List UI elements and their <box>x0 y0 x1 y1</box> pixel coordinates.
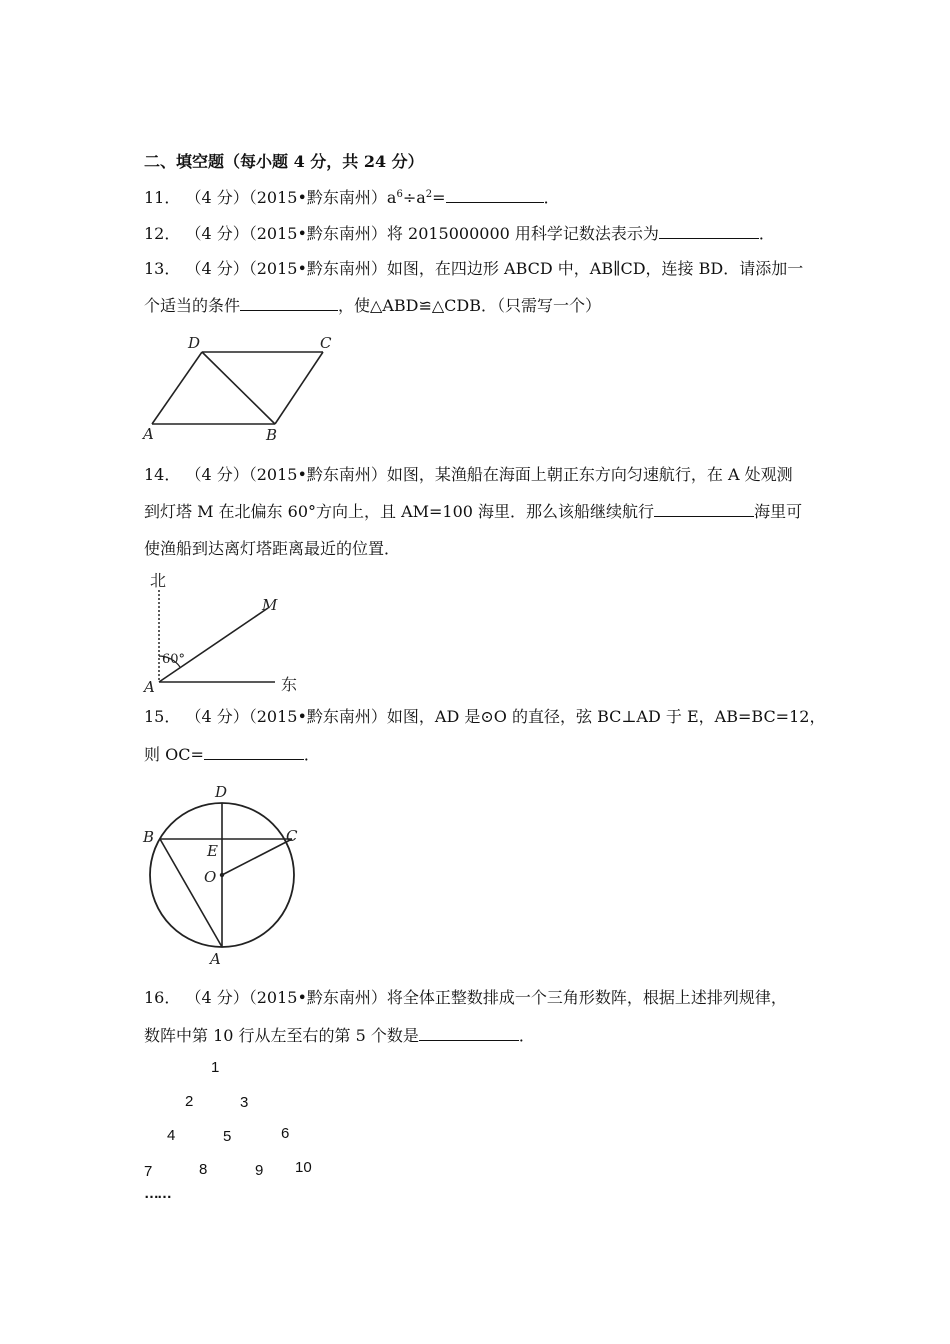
q15-text: 如图，AD 是⊙O 的直径，弦 BC⊥AD 于 E，AB=BC=12， <box>386 707 826 726</box>
q13-number: 13． <box>144 259 181 278</box>
q11-number: 11． <box>144 188 181 207</box>
q15-end: ． <box>303 745 320 764</box>
array-number: 4 <box>167 1127 176 1144</box>
question-12 <box>144 224 775 244</box>
q16-text-2a: 数阵中第 10 行从左至右的第 5 个数是 <box>144 1026 419 1045</box>
q11-score: （4 分） <box>185 188 249 207</box>
array-number: 3 <box>240 1094 249 1111</box>
q12-score: （4 分） <box>185 224 249 243</box>
q16-number: 16． <box>144 988 181 1007</box>
question-13-line-1 <box>144 259 803 279</box>
center-dot <box>220 873 224 877</box>
question-13-line-2 <box>144 296 601 316</box>
array-number: 7 <box>144 1163 153 1180</box>
q11-operator: ÷a <box>402 188 426 207</box>
segment-oc <box>222 839 292 875</box>
q14-number: 14． <box>144 465 181 484</box>
question-14-line-1 <box>144 465 793 485</box>
q14-text-2b: 海里可 <box>754 502 803 521</box>
q11-exponent-2: 2 <box>425 189 433 200</box>
question-11 <box>144 188 560 208</box>
section-title: 二、填空题（每小题 4 分，共 24 分） <box>144 152 424 171</box>
ray-am <box>159 608 268 682</box>
array-number: 2 <box>185 1093 194 1110</box>
question-14-line-3: 使渔船到达离灯塔距离最近的位置． <box>144 539 401 558</box>
array-number: 8 <box>199 1161 208 1178</box>
label-c: C <box>286 827 298 845</box>
label-c: C <box>320 334 332 352</box>
array-number: 5 <box>223 1128 232 1145</box>
q16-score: （4 分） <box>185 988 249 1007</box>
q13-figure-parallelogram <box>140 334 340 444</box>
question-15-line-1 <box>144 707 825 727</box>
label-a: A <box>144 678 155 696</box>
q14-text: 如图，某渔船在海面上朝正东方向匀速航行，在 A 处观测 <box>386 465 793 484</box>
label-north: 北 <box>150 571 167 590</box>
label-d: D <box>215 783 228 801</box>
array-number: 6 <box>281 1125 290 1142</box>
q15-number: 15． <box>144 707 181 726</box>
question-14-line-2 <box>144 502 802 522</box>
q11-source: （2015•黔东南州） <box>248 188 387 207</box>
q16-source: （2015•黔东南州） <box>248 988 387 1007</box>
q11-end: ． <box>543 188 560 207</box>
q16-end: ． <box>518 1026 535 1045</box>
q12-answer-blank[interactable] <box>659 224 759 239</box>
q13-text: 如图，在四边形 ABCD 中，AB∥CD，连接 BD．请添加一 <box>386 259 804 278</box>
q15-figure-circle <box>140 782 320 972</box>
q14-answer-blank[interactable] <box>654 502 754 517</box>
q14-source: （2015•黔东南州） <box>248 465 387 484</box>
q14-figure-bearing <box>140 568 320 698</box>
q12-source: （2015•黔东南州） <box>248 224 387 243</box>
label-e: E <box>207 842 218 860</box>
q16-answer-blank[interactable] <box>419 1026 519 1041</box>
array-number: 10 <box>295 1159 312 1176</box>
q15-source: （2015•黔东南州） <box>248 707 387 726</box>
label-b: B <box>266 426 278 444</box>
q14-text-2a: 到灯塔 M 在北偏东 60°方向上，且 AM=100 海里．那么该船继续航行 <box>144 502 655 521</box>
q13-answer-blank[interactable] <box>240 296 338 311</box>
label-a: A <box>210 950 221 968</box>
q11-exponent-1: 6 <box>396 189 403 200</box>
q12-text: 将 2015000000 用科学记数法表示为 <box>386 224 659 243</box>
segment-bc <box>275 352 323 424</box>
label-b: B <box>143 828 155 846</box>
label-a: A <box>143 425 154 443</box>
q12-number: 12． <box>144 224 181 243</box>
q14-score: （4 分） <box>185 465 249 484</box>
q13-source: （2015•黔东南州） <box>248 259 387 278</box>
q13-text-2b: ，使△ABD≌△CDB．（只需写一个） <box>338 296 602 315</box>
array-number: 1 <box>211 1059 220 1076</box>
q15-text-2a: 则 OC= <box>144 745 204 764</box>
label-angle: 60° <box>162 652 186 667</box>
q13-score: （4 分） <box>185 259 249 278</box>
array-ellipsis: …… <box>144 1185 170 1202</box>
array-number: 9 <box>255 1162 264 1179</box>
q11-base: a <box>386 188 397 207</box>
q12-end: ． <box>758 224 775 243</box>
q11-equals: = <box>432 188 446 207</box>
question-15-line-2 <box>144 745 320 765</box>
segment-bd <box>202 352 275 424</box>
segment-ad <box>152 352 202 424</box>
question-16-line-2 <box>144 1026 535 1046</box>
label-east: 东 <box>281 675 298 694</box>
label-m: M <box>262 596 278 614</box>
label-d: D <box>188 334 201 352</box>
q15-answer-blank[interactable] <box>204 745 304 760</box>
q16-text: 将全体正整数排成一个三角形数阵，根据上述排列规律， <box>386 988 787 1007</box>
label-o: O <box>204 868 217 886</box>
q11-answer-blank[interactable] <box>446 188 544 203</box>
question-16-line-1 <box>144 988 787 1008</box>
q13-text-2a: 个适当的条件 <box>144 296 241 315</box>
q15-score: （4 分） <box>185 707 249 726</box>
